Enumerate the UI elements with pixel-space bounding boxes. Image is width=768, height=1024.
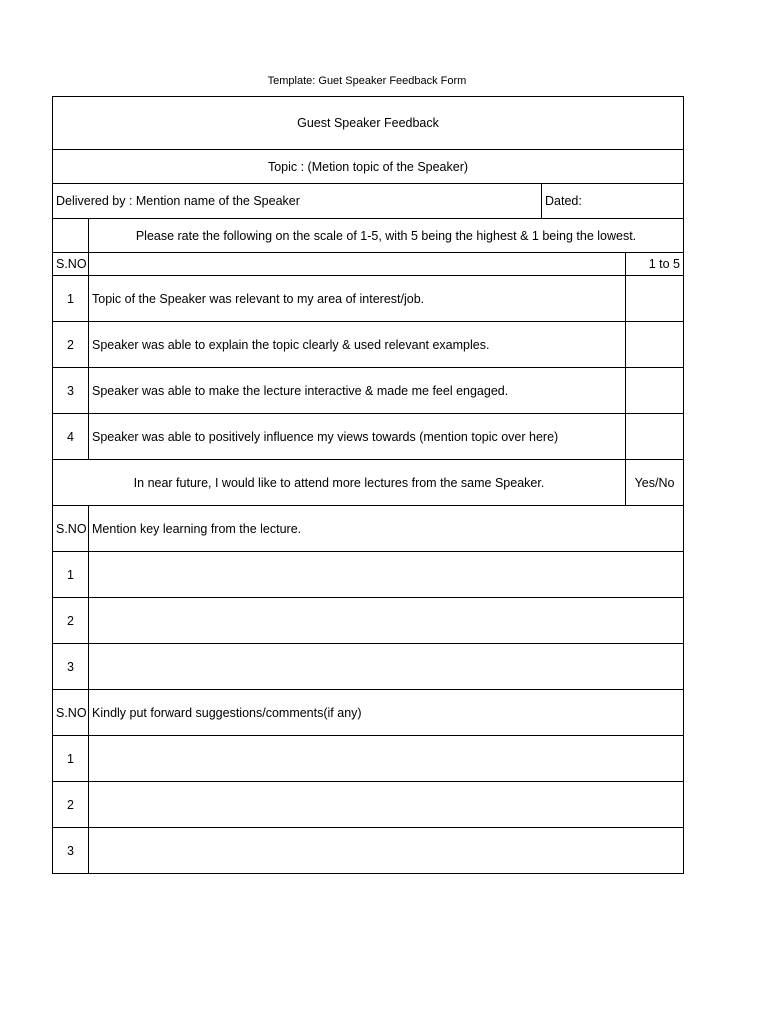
scale-header: 1 to 5 bbox=[626, 253, 684, 276]
delivered-by-field[interactable]: Delivered by : Mention name of the Speaker bbox=[53, 184, 542, 219]
table-row bbox=[53, 368, 684, 414]
rating-input-cell[interactable] bbox=[626, 276, 684, 322]
rating-instructions: Please rate the following on the scale of 1-5, with 5 being the highest & 1 being the lowest. bbox=[89, 219, 684, 253]
form-title: Guest Speaker Feedback bbox=[53, 97, 684, 150]
row-number: 3 bbox=[53, 368, 89, 414]
rating-input-cell[interactable] bbox=[626, 414, 684, 460]
table-row bbox=[53, 644, 684, 690]
rating-header-row bbox=[53, 253, 684, 276]
table-row bbox=[53, 828, 684, 874]
sno-header: S.NO bbox=[53, 690, 89, 736]
row-number: 2 bbox=[53, 598, 89, 644]
learning-header-row bbox=[53, 506, 684, 552]
row-number: 2 bbox=[53, 782, 89, 828]
suggestion-input[interactable] bbox=[89, 736, 684, 782]
row-number: 1 bbox=[53, 552, 89, 598]
key-learning-input[interactable] bbox=[89, 598, 684, 644]
suggestions-header-row bbox=[53, 690, 684, 736]
table-row bbox=[53, 552, 684, 598]
table-row bbox=[53, 782, 684, 828]
row-number: 3 bbox=[53, 828, 89, 874]
rating-statement: Topic of the Speaker was relevant to my area of interest/job. bbox=[89, 276, 626, 322]
key-learning-header: Mention key learning from the lecture. bbox=[89, 506, 684, 552]
future-attendance-question: In near future, I would like to attend more lectures from the same Speaker. bbox=[53, 460, 626, 506]
row-number: 1 bbox=[53, 276, 89, 322]
suggestion-input[interactable] bbox=[89, 782, 684, 828]
sno-header: S.NO bbox=[53, 253, 89, 276]
rating-input-cell[interactable] bbox=[626, 322, 684, 368]
row-number: 2 bbox=[53, 322, 89, 368]
row-number: 3 bbox=[53, 644, 89, 690]
table-row bbox=[53, 276, 684, 322]
key-learning-input[interactable] bbox=[89, 644, 684, 690]
delivered-row bbox=[53, 184, 684, 219]
suggestions-header: Kindly put forward suggestions/comments(if any) bbox=[89, 690, 684, 736]
topic-field[interactable]: Topic : (Metion topic of the Speaker) bbox=[53, 150, 684, 184]
form-caption: Template: Guet Speaker Feedback Form bbox=[267, 75, 467, 87]
key-learning-input[interactable] bbox=[89, 552, 684, 598]
blank-cell bbox=[89, 253, 626, 276]
yes-no-field[interactable]: Yes/No bbox=[626, 460, 684, 506]
rating-input-cell[interactable] bbox=[626, 368, 684, 414]
sno-header: S.NO bbox=[53, 506, 89, 552]
rating-statement: Speaker was able to explain the topic clearly & used relevant examples. bbox=[89, 322, 626, 368]
topic-row bbox=[53, 150, 684, 184]
title-row bbox=[53, 97, 684, 150]
rating-statement: Speaker was able to positively influence my views towards (mention topic over here) bbox=[89, 414, 626, 460]
dated-field[interactable]: Dated: bbox=[542, 184, 684, 219]
instructions-row bbox=[53, 219, 684, 253]
table-row bbox=[53, 598, 684, 644]
future-attendance-row bbox=[53, 460, 684, 506]
row-number: 4 bbox=[53, 414, 89, 460]
table-row bbox=[53, 322, 684, 368]
feedback-form-table bbox=[52, 96, 684, 874]
row-number: 1 bbox=[53, 736, 89, 782]
rating-statement: Speaker was able to make the lecture interactive & made me feel engaged. bbox=[89, 368, 626, 414]
suggestion-input[interactable] bbox=[89, 828, 684, 874]
table-row bbox=[53, 736, 684, 782]
blank-cell bbox=[53, 219, 89, 253]
table-row bbox=[53, 414, 684, 460]
